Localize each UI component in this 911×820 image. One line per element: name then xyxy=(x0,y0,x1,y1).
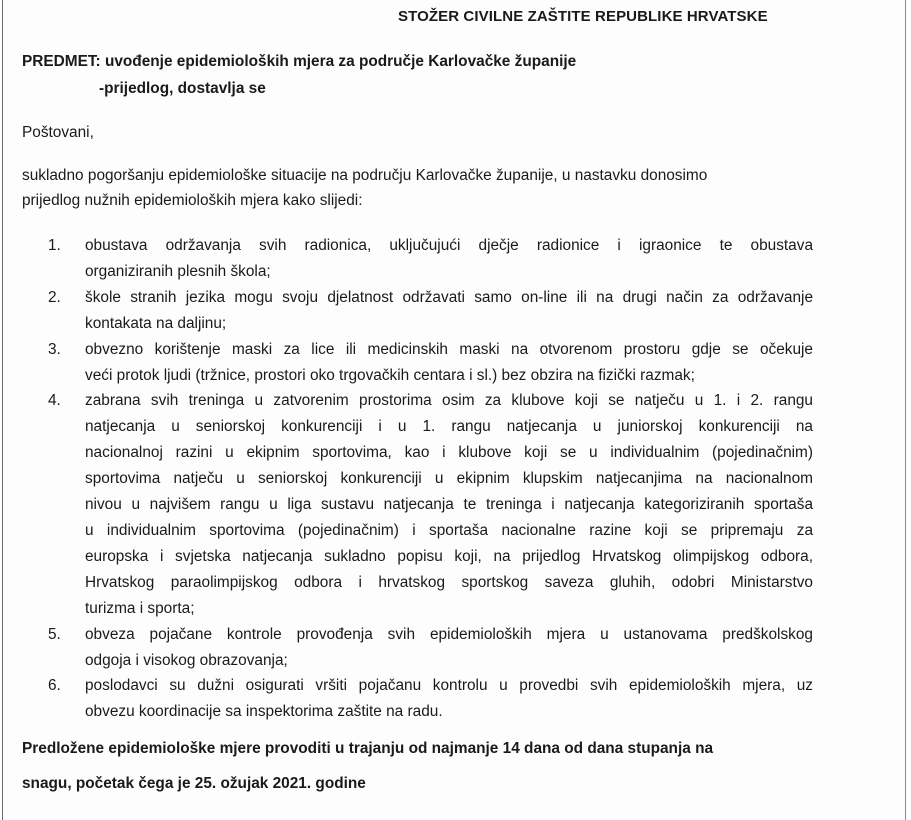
measure-number: 6. xyxy=(48,677,61,695)
measure-line: turizma i sporta; xyxy=(85,599,195,617)
measure-line: europska i svjetska natjecanja sukladno popisu koji, na prijedlog Hrvatskog olimpijskog odbora, xyxy=(85,547,813,565)
measure-number: 3. xyxy=(48,340,61,358)
recipient-authority: STOŽER CIVILNE ZAŠTITE REPUBLIKE HRVATSKE xyxy=(398,8,768,25)
measure-line: u individualnim sportovima (pojedinačnim) i sportaša nacionalne razine koji se pripremaju za xyxy=(85,521,813,539)
measure-item xyxy=(48,673,813,725)
measure-line: poslodavci su dužni osigurati vršiti pojačanu kontrolu u provedbi svih epidemioloških mjera, uz xyxy=(85,677,813,695)
intro-line: sukladno pogoršanju epidemiološke situacije na području Karlovačke županije, u nastavku donosimo xyxy=(22,167,708,184)
closing-statement xyxy=(22,738,812,795)
measure-number: 1. xyxy=(48,237,61,254)
measure-item xyxy=(48,388,813,621)
measure-number: 5. xyxy=(48,625,61,643)
subject-note: -prijedlog, dostavlja se xyxy=(99,80,266,97)
measure-line: obvezu koordinacije sa inspektorima zaštite na radu. xyxy=(85,703,443,721)
measure-line: obustava održavanja svih radionica, uključujući dječje radionice i igraonice te obustava xyxy=(85,237,813,254)
measure-item xyxy=(48,622,813,674)
measure-line: kontakata na daljinu; xyxy=(85,314,227,332)
measure-item xyxy=(48,337,813,389)
subject-line: PREDMET: uvođenje epidemioloških mjera za područje Karlovačke županije xyxy=(22,53,577,70)
measure-number: 4. xyxy=(48,392,61,410)
measure-item xyxy=(48,233,813,285)
measure-item xyxy=(48,285,813,337)
closing-line: Predložene epidemiološke mjere provoditi u trajanju od najmanje 14 dana od dana stupanja na xyxy=(22,740,714,757)
greeting: Poštovani, xyxy=(22,124,94,141)
measure-line: obveza pojačane kontrole provođenja svih epidemioloških mjera u ustanovama predškolskog xyxy=(85,625,813,643)
measure-line: veći protok ljudi (tržnice, prostori oko trgovačkih centara i sl.) bez obzira na fizički razmak; xyxy=(85,366,695,384)
measure-line: Hrvatskog paraolimpijskog odbora i hrvatskog sportskog saveza gluhih, odobri Ministarstvo xyxy=(85,573,813,591)
measure-number: 2. xyxy=(48,288,61,306)
measure-line: škole stranih jezika mogu svoju djelatnost održavati samo on-line ili na drugi način za održavanje xyxy=(85,288,813,306)
page-right-border xyxy=(905,0,906,820)
measure-line: zabrana svih treninga u zatvorenim prostorima osim za klubove koji se natječu u 1. i 2. rangu xyxy=(85,392,813,410)
measure-line: nacionalnoj razini u ekipnim sportovima, kao i klubove koji se u individualnim (pojedinačnim) xyxy=(85,444,813,462)
intro-paragraph xyxy=(22,163,812,213)
intro-line: prijedlog nužnih epidemioloških mjera kako slijedi: xyxy=(22,192,363,209)
measure-line: odgoja i visokog obrazovanja; xyxy=(85,651,288,669)
measure-line: natjecanja u seniorskoj konkurenciji i u 1. rangu natjecanja u juniorskoj konkurenciji na xyxy=(85,418,813,436)
measures-list xyxy=(48,233,813,725)
closing-line: snagu, početak čega je 25. ožujak 2021. godine xyxy=(22,775,366,792)
measure-line: sportovima natječu u seniorskoj konkurenciji u ekipnim klupskim natjecanjima na nacionalnom xyxy=(85,470,813,488)
measure-line: organiziranih plesnih škola; xyxy=(85,262,271,280)
measure-line: nivou u najvišem rangu u liga sustavu natjecanja te treninga i natjecanja kategoriziranih sportaša xyxy=(85,496,813,514)
measure-line: obvezno korištenje maski za lice ili medicinskih maski na otvorenom prostoru gdje se očekuje xyxy=(85,340,813,358)
page-left-border xyxy=(2,0,3,820)
